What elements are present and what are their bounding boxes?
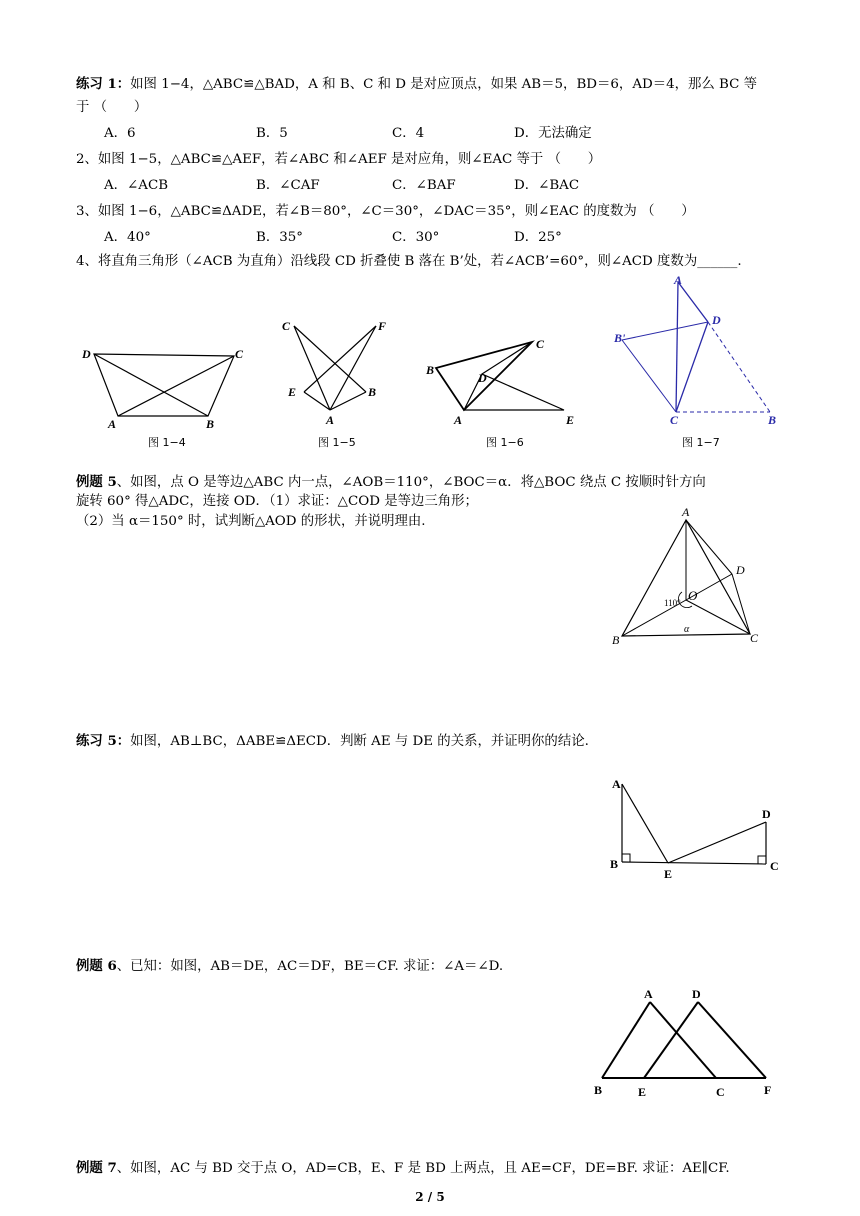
label-d: D: [736, 563, 745, 577]
question-3-text: 3、如图 1−6，△ABC≌ΔADE，若∠B＝80°，∠C＝30°，∠DAC＝35°，则∠EAC 的度数为 （ ）: [76, 204, 695, 219]
practice-1-text: 如图 1−4，△ABC≌△BAD，A 和 B、C 和 D 是对应顶点，如果 AB＝5，BD＝6，AD＝4，那么 BC 等: [130, 77, 758, 92]
label-c: C: [716, 1085, 725, 1099]
label-c: C: [770, 859, 779, 873]
option-b: B．∠CAF: [256, 178, 320, 193]
option-c: C．4: [392, 126, 425, 141]
label-f: F: [764, 1083, 772, 1097]
label-a: A: [612, 777, 621, 791]
example-6-label: 例题 6: [76, 958, 117, 974]
label-a: A: [454, 413, 463, 427]
caption-1-6: 图 1−6: [486, 436, 524, 449]
label-c: C: [750, 631, 759, 645]
label-b: B: [426, 363, 435, 377]
example-5-line3: （2）当 α＝150° 时，试判断△AOD 的形状，并说明理由.: [76, 514, 426, 529]
question-4-text: 4、将直角三角形（∠ACB 为直角）沿线段 CD 折叠使 B 落在 B’处，若∠ACB’=60°，则∠ACD 度数为______.: [76, 254, 742, 269]
practice-1-line: [76, 74, 792, 95]
option-a: A．∠ACB: [104, 178, 169, 193]
option-a: A．40°: [104, 230, 151, 245]
label-b: B: [610, 857, 619, 871]
label-d: D: [478, 371, 487, 385]
page-number: 2 / 5: [415, 1190, 445, 1204]
label-c: C: [235, 347, 244, 361]
label-e: E: [288, 385, 297, 399]
caption-1-4: 图 1−4: [148, 436, 186, 449]
label-b: B: [206, 417, 215, 431]
example-5-text: 、如图，点 O 是等边△ABC 内一点，∠AOB＝110°，∠BOC＝α．将△BOC 绕点 C 按顺时针方向: [116, 475, 706, 490]
label-c: C: [282, 319, 291, 333]
example-5-label: 例题 5: [76, 474, 117, 490]
label-c: C: [536, 337, 545, 351]
label-d: D: [712, 313, 721, 327]
caption-1-7: 图 1−7: [682, 436, 720, 449]
label-f: F: [378, 319, 387, 333]
label-c: C: [670, 413, 679, 427]
label-alpha: α: [684, 624, 690, 635]
label-e: E: [638, 1085, 647, 1099]
label-b: B: [768, 413, 777, 427]
label-d: D: [692, 987, 701, 1001]
practice-1-cont: 于 （ ）: [76, 100, 148, 115]
label-a: A: [682, 505, 690, 519]
example-7-label: 例题 7: [76, 1160, 117, 1176]
label-b-prime: B': [614, 331, 626, 345]
figure-1-6: [424, 334, 584, 428]
practice-1-label: 练习 1：: [76, 76, 131, 92]
practice-5-text: 如图，AB⊥BC，ΔABE≌ΔECD．判断 AE 与 DE 的关系，并证明你的结论.: [130, 734, 589, 749]
example-7-text: 、如图，AC 与 BD 交于点 O，AD=CB，E、F 是 BD 上两点，且 AE=CF，DE=BF. 求证：AE∥CF.: [116, 1161, 730, 1176]
example-6-line: [76, 956, 792, 977]
example-5-line1: [76, 472, 792, 493]
figure-1-7: [612, 272, 788, 428]
option-d: D．∠BAC: [514, 178, 580, 193]
option-b: B．5: [256, 126, 288, 141]
label-e: E: [566, 413, 575, 427]
example-5-line2: 旋转 60° 得△ADC，连接 OD．（1）求证：△COD 是等边三角形；: [76, 494, 478, 509]
question-2-text: 2、如图 1−5，△ABC≌△AEF，若∠ABC 和∠AEF 是对应角，则∠EAC 等于 （ ）: [76, 152, 602, 167]
label-a: A: [326, 413, 335, 427]
figure-example-6: [592, 984, 782, 1100]
label-angle-110: 110°: [664, 598, 681, 608]
label-b: B: [368, 385, 377, 399]
label-o: O: [688, 588, 698, 603]
figure-practice-5: [608, 774, 784, 882]
label-a: A: [674, 273, 683, 287]
option-c: C．30°: [392, 230, 440, 245]
option-c: C．∠BAF: [392, 178, 456, 193]
option-b: B．35°: [256, 230, 303, 245]
option-d: D．无法确定: [514, 126, 592, 141]
label-d: D: [82, 347, 91, 361]
figure-example-5: [612, 505, 772, 650]
example-6-text: 、已知：如图，AB＝DE，AC＝DF，BE＝CF. 求证：∠A＝∠D.: [116, 959, 504, 974]
caption-1-5: 图 1−5: [318, 436, 356, 449]
option-a: A．6: [104, 126, 136, 141]
label-b: B: [594, 1083, 603, 1097]
figure-1-5: [280, 318, 390, 428]
label-a: A: [108, 417, 117, 431]
label-a: A: [644, 987, 653, 1001]
practice-5-line: [76, 731, 792, 752]
figure-1-4: [80, 340, 250, 430]
label-b: B: [612, 633, 620, 647]
practice-5-label: 练习 5：: [76, 733, 131, 749]
label-d: D: [762, 807, 771, 821]
option-d: D．25°: [514, 230, 562, 245]
example-7-line: [76, 1158, 792, 1179]
label-e: E: [664, 867, 673, 881]
